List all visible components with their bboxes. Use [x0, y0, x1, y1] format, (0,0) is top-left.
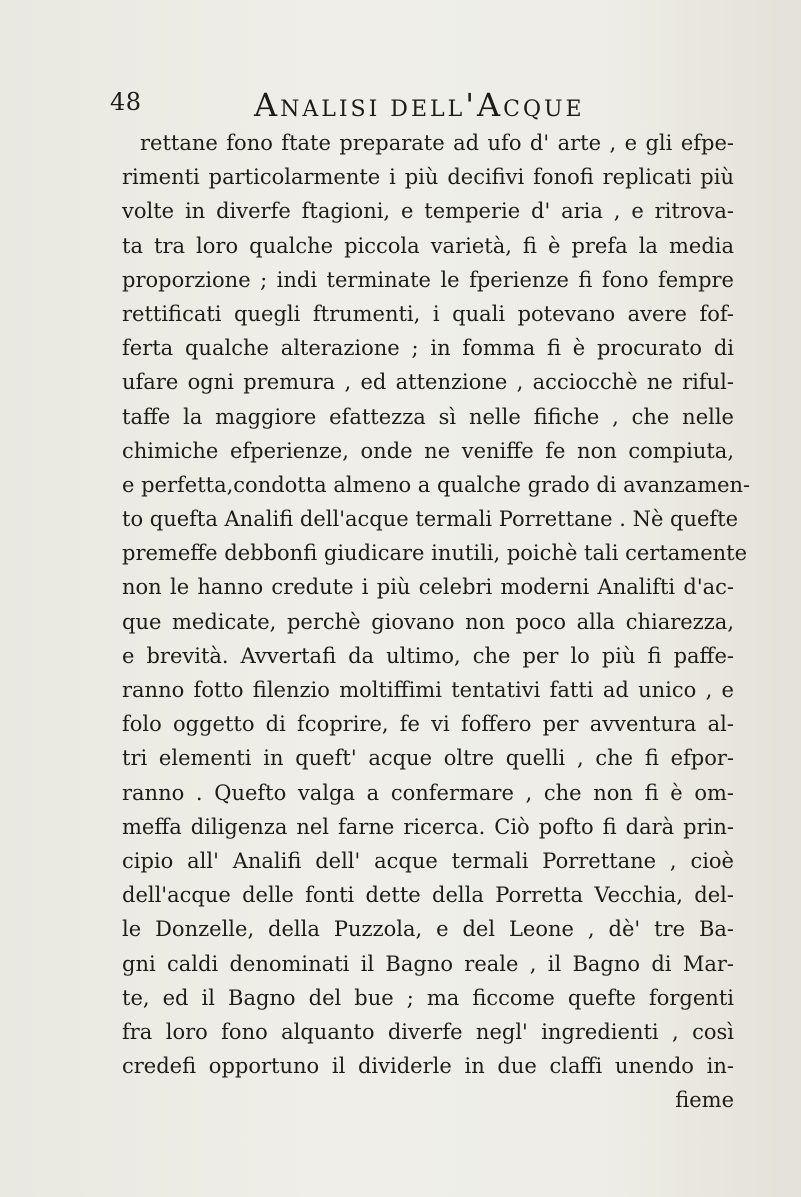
text-line: credefi opportuno il dividerle in due claffi unendo in-: [122, 1054, 734, 1079]
text-line: gni caldi denominati il Bagno reale , il Bagno di Mar-: [122, 951, 734, 976]
text-line: meffa diligenza nel farne ricerca. Ciò pofto fi darà prin-: [122, 814, 734, 839]
text-line: fra loro fono alquanto diverfe negl' ingredienti , così: [122, 1019, 734, 1044]
text-line: taffe la maggiore efattezza sì nelle fifiche , che nelle: [122, 404, 734, 429]
page-number: 48: [110, 88, 142, 116]
text-line: que medicate, perchè giovano non poco alla chiarezza,: [122, 609, 734, 634]
text-line: rettane fono ftate preparate ad ufo d' arte , e gli efpe-: [140, 131, 734, 155]
running-head-small-caps: CQUE: [503, 97, 585, 122]
text-line: e brevità. Avvertafi da ultimo, che per lo più fi paffe-: [122, 643, 734, 668]
text-line: ranno . Quefto valga a confermare , che non fi è om-: [122, 780, 734, 805]
text-line: proporzione ; indi terminate le fperienze fi fono fempre: [122, 267, 734, 292]
text-line: le Donzelle, della Puzzola, e del Leone , dè' tre Ba-: [122, 917, 734, 942]
text-line: premeffe debbonfi giudicare inutili, poichè tali certamente: [122, 541, 748, 566]
running-head-capital: A: [477, 86, 504, 124]
page-header: [110, 86, 710, 126]
text-line: ferta qualche alterazione ; in fomma fi è procurato di: [122, 336, 734, 361]
text-line: rettificati quegli ftrumenti, i quali potevano avere fof-: [122, 301, 734, 326]
running-head: [254, 86, 585, 124]
running-head-small-caps: NALISI DELL: [280, 97, 466, 122]
text-line: chimiche efperienze, onde ne veniffe fe non compiuta,: [122, 438, 734, 463]
text-line: volte in diverfe ftagioni, e temperie d' aria , e ritrova-: [122, 199, 734, 224]
text-line: tri elementi in queft' acque oltre quelli , che fi efpor-: [122, 746, 734, 771]
text-line: te, ed il Bagno del bue ; ma ficcome quefte forgenti: [122, 985, 734, 1010]
running-head-apostrophe: ': [465, 86, 478, 124]
body-text: [122, 126, 751, 1117]
text-line: folo oggetto di fcoprire, fe vi foffero per avventura al-: [122, 712, 734, 737]
text-line: dell'acque delle fonti dette della Porretta Vecchia, del-: [122, 883, 734, 908]
text-line: non le hanno credute i più celebri moderni Analifti d'ac-: [122, 575, 734, 600]
catchword: fieme: [675, 1088, 734, 1113]
text-line: rimenti particolarmente i più decifivi fonofi replicati più: [122, 165, 734, 190]
text-line: ta tra loro qualche piccola varietà, fi è prefa la media: [122, 233, 734, 258]
text-line: to quefta Analifi dell'acque termali Porrettane . Nè quefte: [122, 507, 739, 532]
running-head-capital: A: [254, 86, 281, 124]
text-line: ufare ogni premura , ed attenzione , acciocchè ne riful-: [122, 370, 734, 395]
text-line: e perfetta,condotta almeno a qualche grado di avanzamen-: [122, 472, 751, 497]
text-line: ranno fotto filenzio moltiffimi tentativi fatti ad unico , e: [122, 678, 734, 702]
text-line: cipio all' Analifi dell' acque termali Porrettane , cioè: [122, 848, 734, 873]
